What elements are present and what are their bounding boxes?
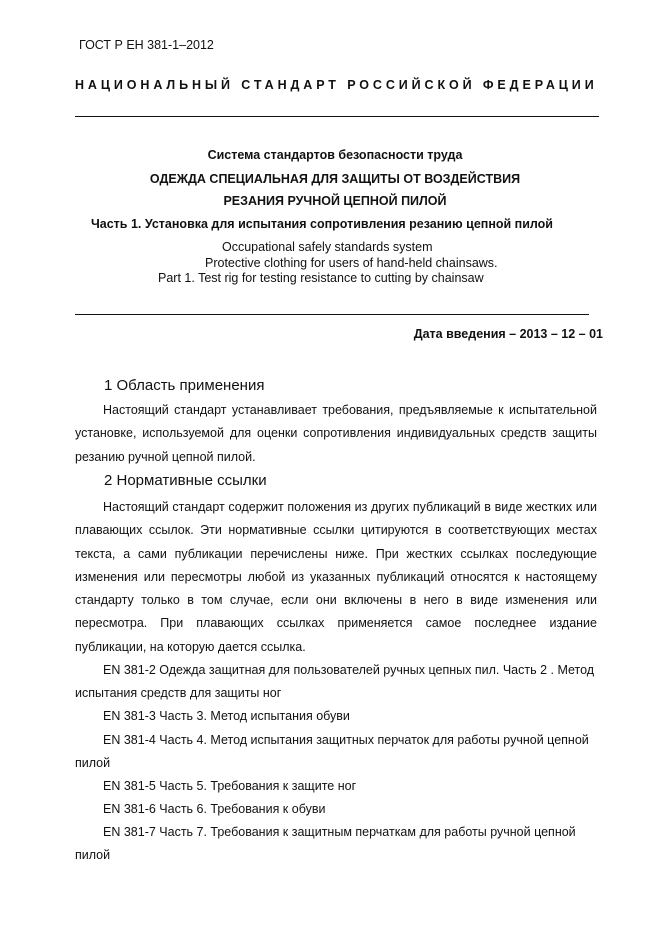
- reference-item: EN 381-5 Часть 5. Требования к защите ног: [103, 779, 357, 793]
- reference-item: EN 381-3 Часть 3. Метод испытания обуви: [103, 709, 350, 723]
- main-title-line-1: ОДЕЖДА СПЕЦИАЛЬНАЯ ДЛЯ ЗАЩИТЫ ОТ ВОЗДЕЙСТВИЯ: [149, 172, 521, 186]
- section-2-text: Настоящий стандарт содержит положения из других публикаций в виде жестких или плавающих ссылок. Эти нормативные ссылки цитируются в соответствующих местах текста, а сами публикации перечислены ниже. При жестких ссылках последующие изменения или пересмотры любой из указанных публикаций относятся к настоящему стандарту только в том случае, если они включены в него в виде изменения или пересмотра. При плавающих ссылках применяется самое последнее издание публикации, на которую дается ссылка.: [75, 500, 597, 654]
- reference-item: EN 381-2 Одежда защитная для пользователей ручных цепных пил. Часть 2 . Метод испытания средств для защиты ног: [75, 663, 595, 700]
- main-title-line-2: РЕЗАНИЯ РУЧНОЙ ЦЕПНОЙ ПИЛОЙ: [223, 194, 447, 208]
- reference-item: EN 381-6 Часть 6. Требования к обуви: [103, 802, 326, 816]
- middle-divider: [75, 314, 589, 315]
- top-divider: [75, 116, 599, 117]
- national-standard-heading: НАЦИОНАЛЬНЫЙ СТАНДАРТ РОССИЙСКОЙ ФЕДЕРАЦИИ: [75, 78, 598, 92]
- part-title: Часть 1. Установка для испытания сопротивления резанию цепной пилой: [91, 217, 553, 231]
- section-2-heading: 2 Нормативные ссылки: [104, 472, 267, 489]
- reference-item: EN 381-7 Часть 7. Требования к защитным перчаткам для работы ручной цепной пилой: [75, 825, 576, 862]
- document-code: ГОСТ Р ЕН 381-1–2012: [79, 38, 214, 52]
- section-1-heading: 1 Область применения: [104, 377, 265, 394]
- section-1-text: Настоящий стандарт устанавливает требования, предъявляемые к испытательной установке, используемой для оценки сопротивления индивидуальных средств защиты резанию ручной цепной пилой.: [75, 403, 597, 464]
- introduction-date: Дата введения – 2013 – 12 – 01: [413, 327, 603, 341]
- english-title-line-1: Occupational safely standards system: [222, 240, 433, 254]
- standards-system-title: Система стандартов безопасности труда: [207, 148, 463, 162]
- english-title-line-3: Part 1. Test rig for testing resistance to cutting by chainsaw: [158, 271, 484, 285]
- english-title-line-2: Protective clothing for users of hand-held chainsaws.: [205, 256, 498, 270]
- reference-item: EN 381-4 Часть 4. Метод испытания защитных перчаток для работы ручной цепной пилой: [75, 733, 589, 770]
